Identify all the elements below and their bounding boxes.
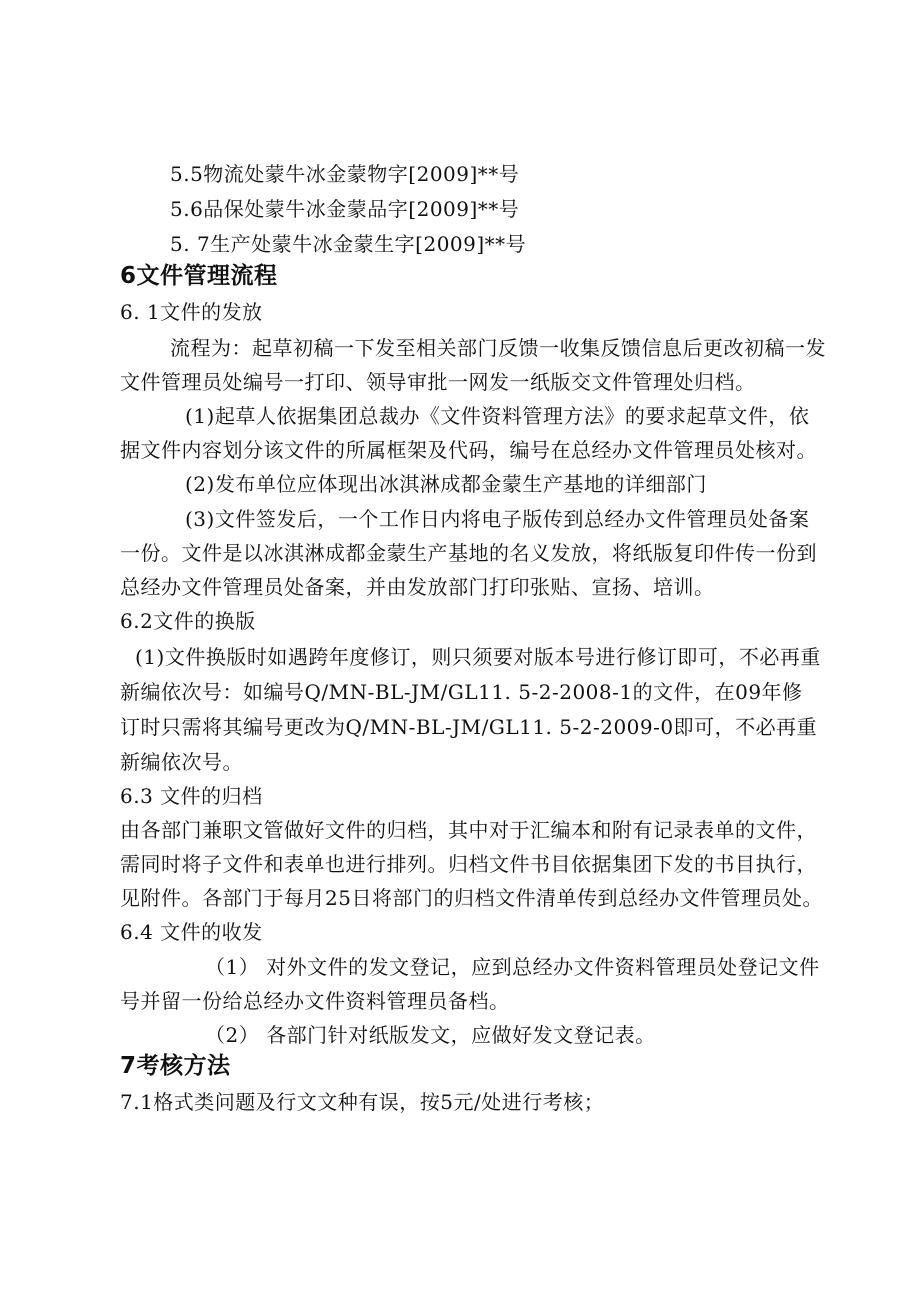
item-1-line-2: 据文件内容划分该文件的所属框架及代码，编号在总经办文件管理员处核对。 [120,438,817,462]
revision-line-4: 新编依次号。 [120,750,243,774]
item-3-line-2: 一份。文件是以冰淇淋成都金蒙生产基地的名义发放，将纸版复印件传一份到 [120,541,817,565]
dispatch-item-1-line-1: （1） 对外文件的发文登记，应到总经办文件资料管理员处登记文件 [205,955,820,979]
section-7-heading: 7考核方法 [120,1053,231,1079]
section-6-3-title: 6.3 文件的归档 [120,784,263,808]
item-2-line: (2)发布单位应体现出冰淇淋成都金蒙生产基地的详细部门 [185,472,707,496]
list-item-5-6: 5.6品保处蒙牛冰金蒙品字[2009]**号 [170,197,520,221]
dispatch-item-1-line-2: 号并留一份给总经办文件资料管理员备档。 [120,989,510,1013]
dispatch-item-2-line: （2） 各部门针对纸版发文，应做好发文登记表。 [205,1023,656,1047]
section-6-heading: 6文件管理流程 [120,263,278,289]
archive-line-1: 由各部门兼职文管做好文件的归档，其中对于汇编本和附有记录表单的文件， [120,818,817,842]
list-item-5-7: 5. 7生产处蒙牛冰金蒙生字[2009]**号 [170,232,527,256]
flow-line-1: 流程为：起草初稿一下发至相关部门反馈一收集反馈信息后更改初稿一发 [170,336,826,360]
section-6-4-title: 6.4 文件的收发 [120,920,263,944]
revision-line-1: (1)文件换版时如遇跨年度修订，则只须要对版本号进行修订即可，不必再重 [135,645,821,669]
item-3-line-1: (3)文件签发后，一个工作日内将电子版传到总经办文件管理员处备案 [185,507,810,531]
revision-line-2: 新编依次号：如编号Q/MN-BL-JM/GL11. 5-2-2008-1的文件，在09年修 [120,680,803,704]
section-6-2-title: 6.2文件的换版 [120,609,256,633]
revision-line-3: 订时只需将其编号更改为Q/MN-BL-JM/GL11. 5-2-2009-0即可，不必再重 [120,715,818,739]
item-1-line-1: (1)起草人依据集团总裁办《文件资料管理方法》的要求起草文件，依 [185,404,810,428]
list-item-5-5: 5.5物流处蒙牛冰金蒙物字[2009]**号 [170,162,520,186]
archive-line-2: 需同时将子文件和表单也进行排列。归档文件书目依据集团下发的书目执行， [120,852,817,876]
flow-line-2: 文件管理员处编号一打印、领导审批一网发一纸版交文件管理处归档。 [120,370,756,394]
section-6-1-title: 6. 1文件的发放 [120,300,263,324]
section-7-1-line: 7.1格式类问题及行文文种有误，按5元/处进行考核； [120,1090,605,1114]
archive-line-3: 见附件。各部门于每月25日将部门的归档文件清单传到总经办文件管理员处。 [120,886,823,910]
item-3-line-3: 总经办文件管理员处备案，并由发放部门打印张贴、宣扬、培训。 [120,575,715,599]
